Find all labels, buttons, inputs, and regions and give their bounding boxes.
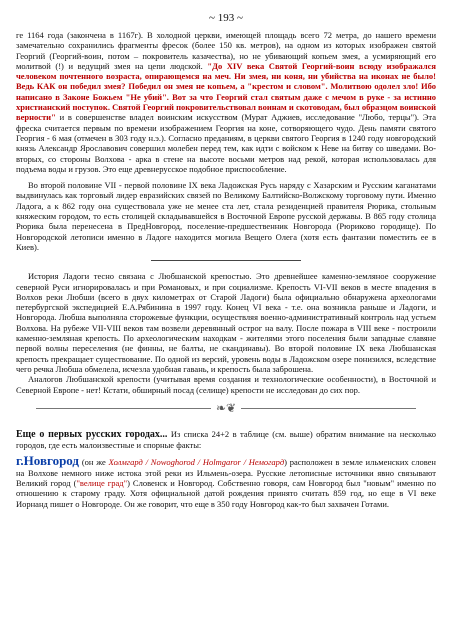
paragraph-st-george [16, 30, 436, 174]
ornament-divider [16, 399, 436, 419]
paragraph-novgorod [16, 453, 436, 509]
separator-line [151, 260, 301, 261]
quote-st-george-red: "До XIV века Святой Георгий-воин всюду изображался человеком почтенного возраста, опирающемся на меч. Ни змея, ни коня, ни убийства на иконах не было! Ведь КАК он победил змея? Победил он змея не копьем, а "крестом и словом". Молитвою одолел зло! Ибо написано в Законе Божьем "Не убий". Вот за что Георгий стал святым даже с мечом в руке - за истинно христианский поступок. Святой Георгий покровительствовал воинам и скотоводам, был образцом воинской верности" [16, 60, 436, 123]
ornament-rule-left [36, 408, 211, 409]
first-cities-text: Из списка 24+2 в таблице (см. выше) обратим внимание на несколько городов, где есть малоизвестные и спорные факты: [16, 428, 437, 451]
novgorod-quote: "велице град" [76, 477, 128, 488]
paragraph-st-george-tail: и в совершенстве владел воинским искусством (Мурат Аджиев, исследование "Любо, терцы"). Эта фреска считается первым по времени изображением Георгия на коне, сотворяющего чудо. День памяти святого Георгия - 6 мая (отмечен в 303 году н.э.). Согласно преданиям, в церкви святого Георгия в 1240 году новгородский князь Александр Ярославович совершил молебен перед тем, как идти с войском к Неве на битву со шведами. Во-вторых, со стороны Волхова - арка в стене на высоте восьми метров над рекой, которая использовалась для подъема воды и грузов. Это еще древнерусское подобное приспособление. [16, 112, 436, 174]
paragraph-lyubsha-analogs: Аналогов Любшанской крепости (учитывая время создания и технологические особенности), в Восточной и Северной Европе - нет! Кстати, обширный посад (селище) крепости не исследован до сих пор. [16, 374, 436, 395]
page-number: ~ 193 ~ [209, 12, 243, 24]
ornament-flourish-icon: ❧❦ [215, 400, 237, 415]
novgorod-text-b: ) расположен в земле ильменских словен на Волхове немного ниже истока этой реки из Ильмень-озера. Русские летописные источники явно связывают Великий город ( [16, 457, 436, 488]
novgorod-text-a: (он же [79, 457, 109, 468]
paragraph-first-cities [16, 429, 436, 451]
paragraph-st-george-lead: ге 1164 года (закончена в 1167г). В холодной церкви, имеющей площадь всего 72 метра, до нашего времени замечательно сохранились фрагменты фресок (более 150 кв. метров), на одном из которых изображен святой Георгий (Георгий-воин, потом – покровитель казачества), но не убивающий копьем змея, а усмиряющий его молитвой (!) и ведущий змея на цепи людской. [16, 30, 436, 71]
paragraph-ladoga-rus: Во второй половине VII - первой половине IX века Ладожская Русь наряду с Хазарским и Русским каганатами выдвинулась как торговый лидер евразийских связей по Великому Балтийско-Волжскому торговому пути. Именно Ладога, а к 862 году она существовала уже не менее ста лет, стала резиденцией правителя Рюрика, стольным княжеским городом, то есть столицей складывавшейся в Восточной Европе русской державы. В 865 году столица Рюрика была перенесена в ПредНовгород, поселение-предшественник Новгорода (Рюриково городище). По Новгородской летописи именно в Ладоге находится могила Вещего Олега (хотя есть фантазии поместить ее в Киев). [16, 180, 436, 252]
first-cities-heading: Еще о первых русских городах... [16, 428, 168, 440]
novgorod-alt-names: Холмгард / Nowoghorod / Holmgaror / Немогард [108, 457, 285, 468]
novgorod-title: г.Новгород [16, 453, 80, 469]
paragraph-lyubsha-history: История Ладоги тесно связана с Любшанской крепостью. Это древнейшее каменно-земляное сооружение северной Руси игнорировалась и при Романовых, и при социализме. Крепость VI-VII веков в месте впадения в Волхов реки Любши (всего в двух километрах от Старой Ладоги) была официально обнаружена археологами петербургской экспедицией Е.А.Рябинина в 1997 году. Конец VI века - т.е. она возникла раньше и Ладоги, и Новгорода. Любша выполняла сторожевые функции, осуществляя военно-административный контроль над устьем Волхова. На рубеже VII-VIII веков там возвели деревянный острог на валу. После пожара в VIII веке - построили каменно-земляная крепость. По археологическим находкам - жителями этого поселения были западные славяне первой волны переселения (не финны, не балты, не скандинавы). Во второй половине IX века Любшанская крепость прекращает существование. По одной из версий, уровень воды в Ладожском озере понизился, вследствие чего речка Любша обмелела, исчезла удобная гавань, и крепость была заброшена. [16, 271, 436, 374]
novgorod-text-c: ) Словенск и Новгород. Собственно говоря, сам Новгород был "новым" именно по отношению к старому граду. Хотя официальной датой рождения принято считать 859 год, но еще в VI веке Иорнанд пишет о Новгороде. Он же говорит, что еще в 350 году Новгород как-то был захвачен Готами. [16, 477, 436, 509]
ornament-rule-right [241, 408, 416, 409]
